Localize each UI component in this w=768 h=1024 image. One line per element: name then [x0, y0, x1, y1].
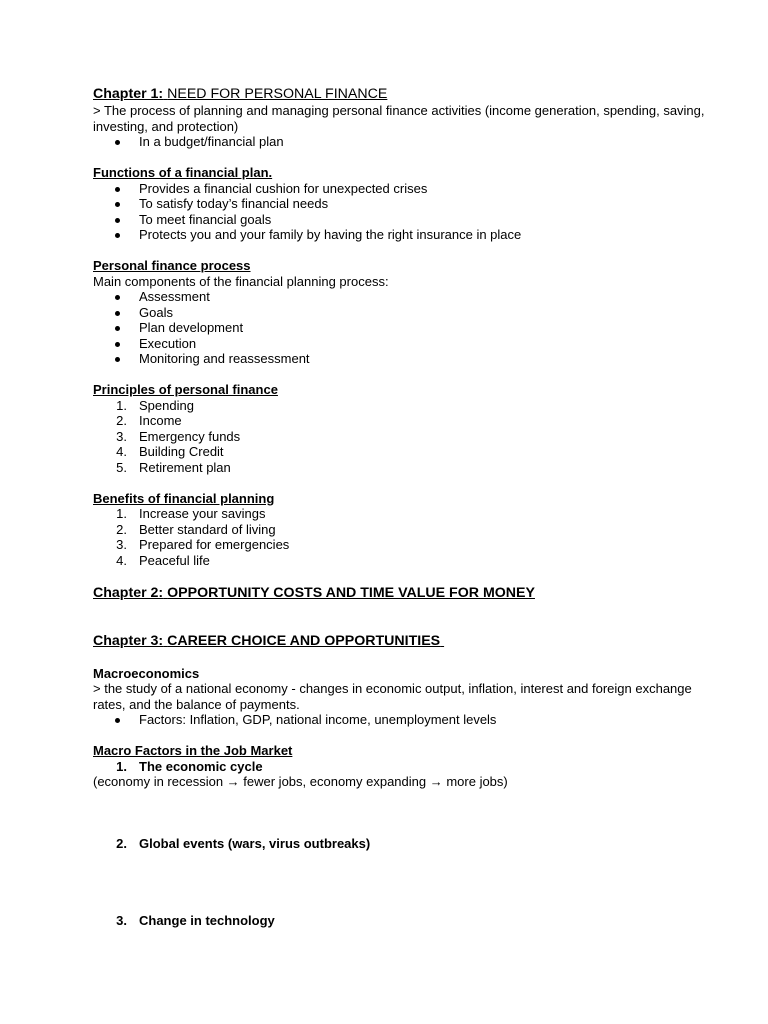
list-item [93, 712, 713, 728]
chapter-1-definition: > The process of planning and managing personal finance activities (income generation, spending, saving, investing, and protection) [93, 103, 705, 134]
list-item [93, 759, 713, 775]
list-item [93, 398, 713, 414]
list-item [93, 336, 713, 352]
list-item [93, 429, 713, 445]
benefits-heading: Benefits of financial planning [93, 490, 275, 506]
list-item [93, 227, 713, 243]
list-item-text: Retirement plan [139, 459, 231, 475]
list-item-text: Plan development [139, 320, 244, 335]
bullet-icon [115, 218, 120, 223]
list-item [93, 553, 713, 569]
list-item-text: Monitoring and reassessment [139, 351, 310, 366]
macro-heading: Macroeconomics [93, 665, 200, 681]
bullet-icon [115, 140, 120, 145]
macro-definition: > the study of a national economy - changes in economic output, inflation, interest and foreign exchange rates, and the balance of payments. [93, 681, 692, 712]
list-number: 3. [116, 428, 127, 444]
process-bullets [93, 289, 713, 367]
chapter-3-title: CAREER CHOICE AND OPPORTUNITIES [167, 633, 441, 649]
list-number: 1. [116, 397, 127, 413]
list-item-text: Spending [139, 397, 194, 413]
list-item [93, 305, 713, 321]
process-heading: Personal finance process [93, 258, 251, 273]
list-number: 2. [116, 835, 127, 851]
list-item [93, 351, 713, 367]
list-item [93, 460, 713, 476]
list-number: 1. [116, 506, 127, 521]
bullet-icon [115, 233, 120, 238]
list-item-text: Change in technology [139, 912, 275, 928]
bullet-icon [115, 326, 120, 331]
list-item-text: Provides a financial cushion for unexpected crises [139, 180, 428, 196]
job-market-heading: Macro Factors in the Job Market [93, 743, 293, 758]
list-item [93, 134, 713, 150]
list-item [93, 836, 713, 852]
list-item [93, 196, 713, 212]
list-number: 3. [116, 912, 127, 928]
chapter-1-title: NEED FOR PERSONAL FINANCE [167, 86, 388, 102]
list-item-text: Better standard of living [139, 521, 276, 537]
list-item-text: Assessment [139, 289, 210, 304]
benefits-list [93, 506, 713, 568]
bullet-icon [115, 295, 120, 300]
list-item-text: Building Credit [139, 444, 224, 459]
list-item [93, 181, 713, 197]
list-item [93, 413, 713, 429]
list-number: 4. [116, 444, 127, 459]
list-item-text: To satisfy today’s financial needs [139, 196, 329, 211]
list-item-text: Global events (wars, virus outbreaks) [139, 835, 371, 851]
list-item [93, 444, 713, 460]
list-item-text: Income [139, 413, 182, 428]
list-item-text: To meet financial goals [139, 211, 272, 227]
functions-heading: Functions of a financial plan. [93, 165, 273, 180]
bullet-icon [115, 718, 120, 723]
list-number: 1. [116, 758, 127, 774]
list-item-text: Goals [139, 304, 173, 320]
chapter-3-heading [93, 633, 713, 650]
bullet-icon [115, 187, 120, 192]
list-item [93, 212, 713, 228]
list-item [93, 289, 713, 305]
principles-heading: Principles of personal finance [93, 382, 278, 397]
list-item [93, 913, 713, 929]
job-market-list-2 [93, 836, 713, 852]
list-number: 4. [116, 552, 127, 568]
list-item-text: Protects you and your family by having the right insurance in place [139, 227, 522, 242]
bullet-icon [115, 202, 120, 207]
chapter-2-title: OPPORTUNITY COSTS AND TIME VALUE FOR MONEY [167, 585, 535, 601]
principles-list [93, 398, 713, 476]
list-number: 2. [116, 413, 127, 428]
economic-cycle-note: (economy in recession → fewer jobs, economy expanding → more jobs) [93, 774, 508, 789]
chapter-3-label: Chapter 3: [93, 633, 164, 649]
chapter-2-heading [93, 585, 713, 602]
bullet-icon [115, 357, 120, 362]
macro-bullets [93, 712, 713, 728]
chapter-1-heading [93, 86, 713, 103]
list-number: 2. [116, 521, 127, 537]
chapter-1-label: Chapter 1: [93, 86, 164, 102]
functions-bullets [93, 181, 713, 243]
list-item-text: Prepared for emergencies [139, 537, 290, 552]
list-item-text: Factors: Inflation, GDP, national income, unemployment levels [139, 712, 497, 727]
list-item-text: Increase your savings [139, 506, 266, 521]
list-item-text: Emergency funds [139, 428, 241, 444]
list-number: 3. [116, 537, 127, 552]
chapter-2-label: Chapter 2: [93, 585, 164, 601]
list-item-text: Peaceful life [139, 552, 210, 568]
list-item-text: In a budget/financial plan [139, 134, 284, 149]
chapter-1-bullets [93, 134, 713, 150]
job-market-list-1 [93, 759, 713, 775]
bullet-icon [115, 311, 120, 316]
list-item-text: The economic cycle [139, 758, 263, 774]
list-item [93, 522, 713, 538]
list-item-text: Execution [139, 335, 197, 351]
document-page [93, 86, 713, 928]
list-item [93, 537, 713, 553]
list-number: 5. [116, 459, 127, 475]
list-item [93, 320, 713, 336]
list-item [93, 506, 713, 522]
process-intro: Main components of the financial planning process: [93, 273, 389, 289]
job-market-list-3 [93, 913, 713, 929]
bullet-icon [115, 342, 120, 347]
